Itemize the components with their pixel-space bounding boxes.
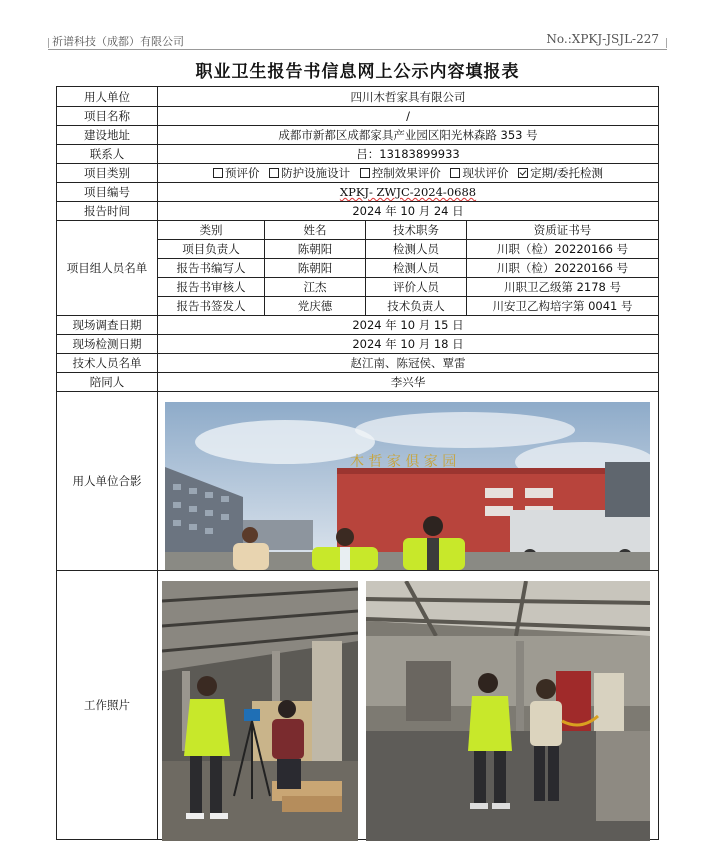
row-category [57, 164, 659, 183]
crop-mark-left [38, 38, 49, 48]
team-cell: 报告书签发人 [158, 297, 265, 316]
header-rule [48, 49, 667, 50]
row-site-test [57, 335, 659, 354]
building-sign: 木 哲 家 俱 家 园 [350, 454, 457, 470]
category-option-status-evaluation[interactable]: 现状评价 [450, 166, 508, 180]
team-cell: 检测人员 [366, 259, 467, 278]
team-cell: 川安卫乙构培字第 0041 号 [467, 297, 659, 316]
page-header [0, 0, 715, 52]
team-label: 项目组人员名单 [57, 221, 158, 316]
companion-value: 李兴华 [158, 373, 659, 392]
work-photo-1 [162, 581, 358, 841]
team-header-name: 姓名 [265, 221, 366, 240]
team-header-row [57, 221, 659, 240]
team-cell: 川职（检）20220166 号 [467, 259, 659, 278]
team-cell: 陈朝阳 [265, 240, 366, 259]
team-cell: 川职（检）20220166 号 [467, 240, 659, 259]
row-site-survey [57, 316, 659, 335]
report-time-label: 报告时间 [57, 202, 158, 221]
work-photo-2 [366, 581, 650, 841]
team-cell: 技术负责人 [366, 297, 467, 316]
companion-label: 陪同人 [57, 373, 158, 392]
project-name-label: 项目名称 [57, 107, 158, 126]
category-option-periodic-testing[interactable]: 定期/委托检测 [518, 166, 603, 180]
address-value: 成都市新都区成都家具产业园区阳光林森路 353 号 [158, 126, 659, 145]
checkbox-icon [360, 168, 370, 178]
team-cell: 检测人员 [366, 240, 467, 259]
site-survey-label: 现场调查日期 [57, 316, 158, 335]
header-doc-number: No.:XPKJ-JSJL-227 [546, 32, 659, 46]
team-cell: 江杰 [265, 278, 366, 297]
category-option-control-effect[interactable]: 控制效果评价 [360, 166, 441, 180]
row-employer [57, 87, 659, 107]
checkbox-icon [450, 168, 460, 178]
group-photo [165, 402, 650, 570]
document-title: 职业卫生报告书信息网上公示内容填报表 [195, 62, 520, 82]
row-tech-staff [57, 354, 659, 373]
employer-label: 用人单位 [57, 87, 158, 107]
team-cell: 报告书审核人 [158, 278, 265, 297]
project-number-value: XPKJ- ZWJC-2024-0688 [158, 183, 659, 202]
crop-mark-right [666, 38, 677, 48]
row-project-name [57, 107, 659, 126]
checkbox-checked-icon [518, 168, 528, 178]
team-cell: 川职卫乙级第 2178 号 [467, 278, 659, 297]
category-label: 项目类别 [57, 164, 158, 183]
team-cell: 评价人员 [366, 278, 467, 297]
site-test-value: 2024 年 10 月 18 日 [158, 335, 659, 354]
team-cell: 陈朝阳 [265, 259, 366, 278]
site-survey-value: 2024 年 10 月 15 日 [158, 316, 659, 335]
tech-staff-label: 技术人员名单 [57, 354, 158, 373]
checkbox-icon [269, 168, 279, 178]
contact-value: 吕：13183899933 [158, 145, 659, 164]
work-photo-1-image [162, 581, 358, 841]
category-option-pre-evaluation[interactable]: 预评价 [213, 166, 260, 180]
project-number-label: 项目编号 [57, 183, 158, 202]
row-companion [57, 373, 659, 392]
row-project-number [57, 183, 659, 202]
group-photo-label: 用人单位合影 [57, 392, 158, 571]
header-company: 祈谱科技（成都）有限公司 [52, 35, 184, 48]
checkbox-icon [213, 168, 223, 178]
team-cell: 项目负责人 [158, 240, 265, 259]
report-time-value: 2024 年 10 月 24 日 [158, 202, 659, 221]
employer-value: 四川木哲家具有限公司 [158, 87, 659, 107]
tech-staff-value: 赵江南、陈冠侯、覃雷 [158, 354, 659, 373]
contact-label: 联系人 [57, 145, 158, 164]
row-contact [57, 145, 659, 164]
work-photo-2-image [366, 581, 650, 841]
group-photo-image [165, 402, 650, 570]
team-header-certificate: 资质证书号 [467, 221, 659, 240]
team-cell: 党庆德 [265, 297, 366, 316]
team-header-category: 类别 [158, 221, 265, 240]
row-address [57, 126, 659, 145]
site-test-label: 现场检测日期 [57, 335, 158, 354]
address-label: 建设地址 [57, 126, 158, 145]
project-name-value: / [158, 107, 659, 126]
team-header-title: 技术职务 [366, 221, 467, 240]
row-report-time [57, 202, 659, 221]
category-option-protection-design[interactable]: 防护设施设计 [269, 166, 350, 180]
category-options [158, 164, 659, 183]
team-cell: 报告书编写人 [158, 259, 265, 278]
work-photos-label: 工作照片 [57, 571, 158, 840]
